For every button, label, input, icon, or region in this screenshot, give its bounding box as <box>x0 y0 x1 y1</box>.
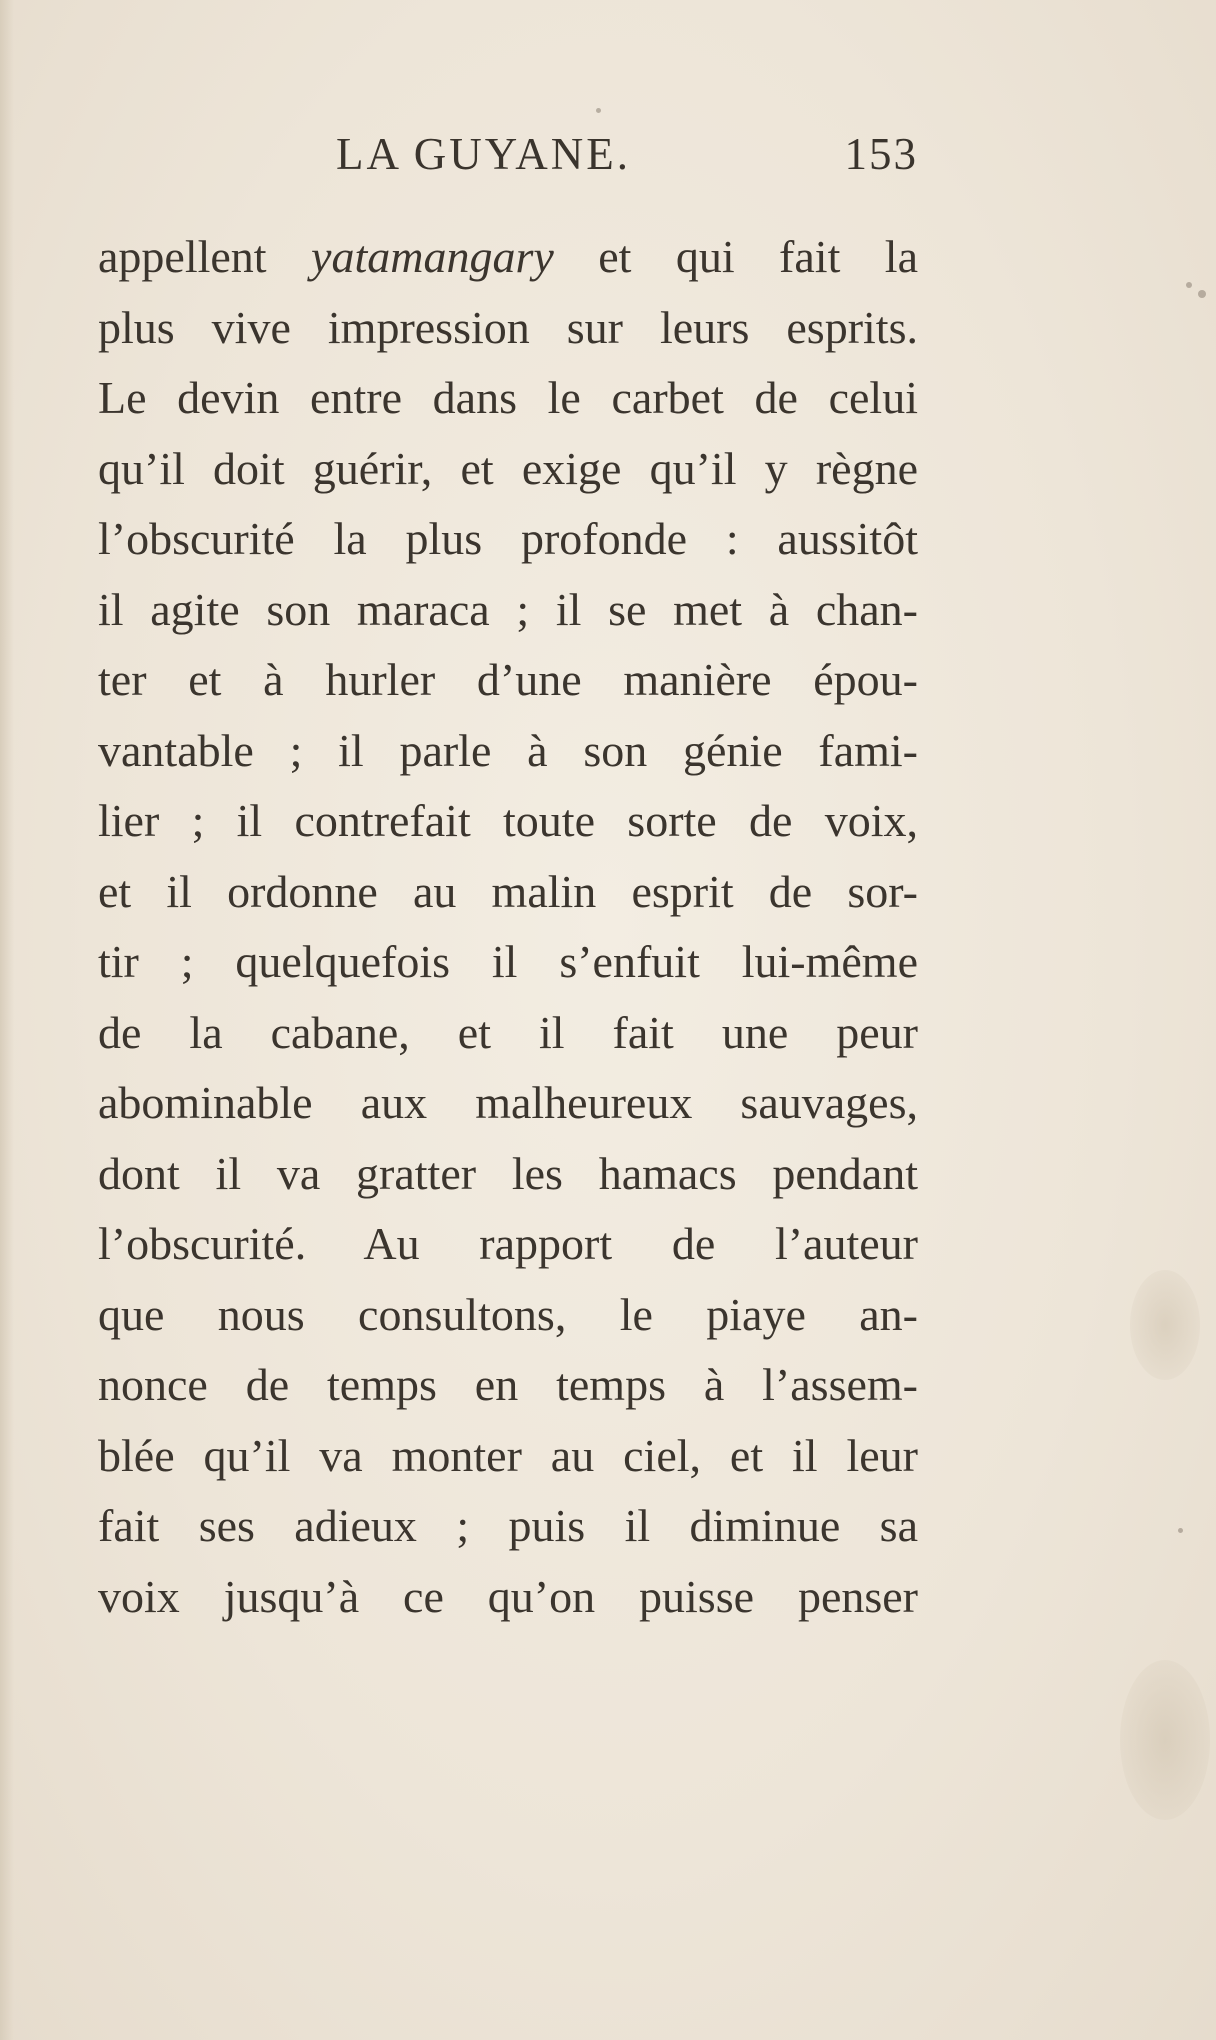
gutter-shadow <box>0 0 14 2040</box>
text-segment: Le devin entre dans le carbet de celui <box>98 372 918 423</box>
text-segment: et qui fait la <box>553 231 918 282</box>
text-line <box>98 786 918 857</box>
text-line <box>98 1491 918 1562</box>
text-segment: l’obscurité. Au rapport de l’auteur <box>98 1218 918 1269</box>
text-segment: vantable ; il parle à son génie fami- <box>98 724 918 776</box>
text-line <box>98 222 918 293</box>
text-segment: ter et à hurler d’une manière épou- <box>98 654 918 705</box>
text-segment: qu’il doit guérir, et exige qu’il y règne <box>98 442 918 494</box>
text-line <box>98 1139 918 1210</box>
text-line <box>98 504 918 575</box>
text-line <box>98 1562 918 1633</box>
text-line <box>98 434 918 505</box>
text-line <box>98 1068 918 1139</box>
text-segment: fait ses adieux ; puis il diminue sa <box>98 1500 918 1551</box>
text-line <box>98 1280 918 1351</box>
text-segment: lier ; il contrefait toute sorte de voix, <box>98 795 918 846</box>
paper-speck <box>1178 1528 1183 1533</box>
text-line <box>98 1350 918 1421</box>
paper-stain <box>1130 1270 1200 1380</box>
text-segment: plus vive impression sur leurs esprits. <box>98 301 918 353</box>
text-line <box>98 927 918 998</box>
text-segment: et il ordonne au malin esprit de sor- <box>98 865 918 917</box>
text-segment: il agite son maraca ; il se met à chan- <box>98 583 918 635</box>
text-segment: l’obscurité la plus profonde : aussitôt <box>98 513 918 564</box>
text-line <box>98 575 918 646</box>
text-line <box>98 1209 918 1280</box>
paper-stain <box>1120 1660 1210 1820</box>
text-segment: blée qu’il va monter au ciel, et il leur <box>98 1429 918 1481</box>
text-segment: nonce de temps en temps à l’assem- <box>98 1359 918 1410</box>
body-text <box>98 222 918 1632</box>
text-segment: appellent <box>98 231 312 282</box>
text-line <box>98 716 918 787</box>
paper-speck <box>1198 290 1206 298</box>
text-line <box>98 857 918 928</box>
text-segment: que nous consultons, le piaye an- <box>98 1288 918 1340</box>
text-segment: voix jusqu’à ce qu’on puisse penser <box>98 1570 918 1622</box>
text-line <box>98 293 918 364</box>
text-line <box>98 363 918 434</box>
text-segment: dont il va gratter les hamacs pendant <box>98 1147 918 1199</box>
text-segment: abominable aux malheureux sauvages, <box>98 1077 918 1128</box>
paper-speck <box>596 108 601 113</box>
page-header <box>98 128 918 198</box>
text-segment: de la cabane, et il fait une peur <box>98 1006 918 1058</box>
paper-speck <box>1186 282 1192 288</box>
text-line <box>98 998 918 1069</box>
text-line <box>98 645 918 716</box>
running-title: LA GUYANE. <box>336 129 631 179</box>
italic-term: yatamangary <box>311 231 554 282</box>
text-line <box>98 1421 918 1492</box>
page-number: 153 <box>844 129 918 179</box>
text-segment: tir ; quelquefois il s’enfuit lui-même <box>98 936 918 987</box>
